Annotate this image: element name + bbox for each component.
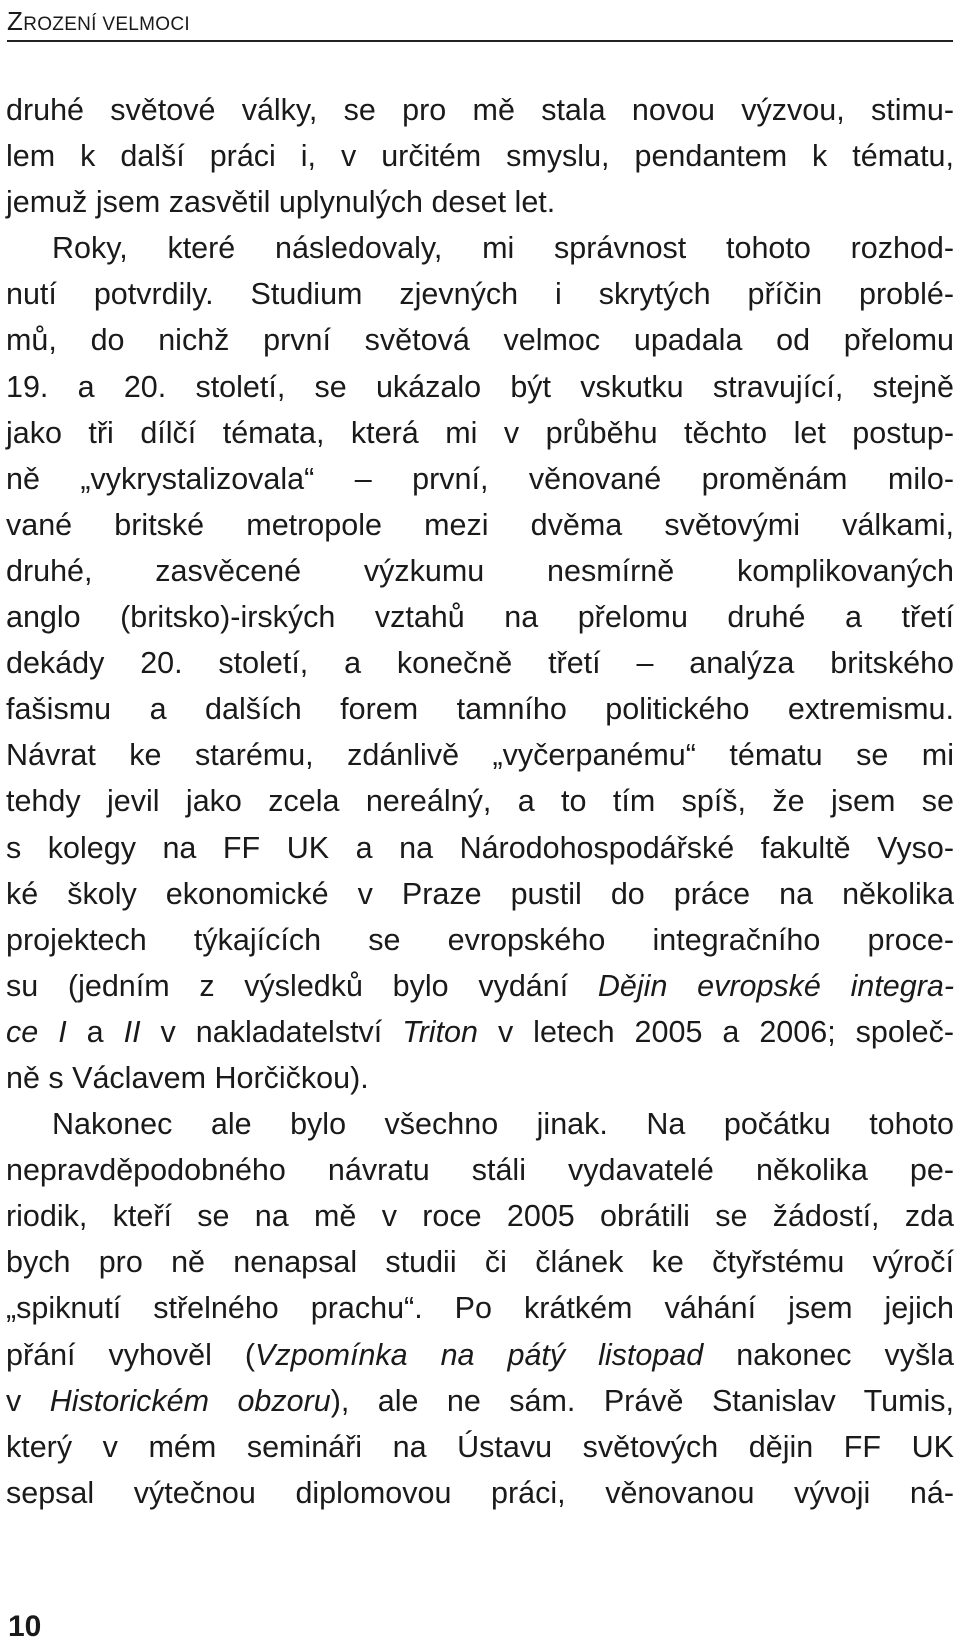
text-run: nakonec vyšla bbox=[703, 1337, 954, 1372]
article-title: Vzpomínka na pátý listopad bbox=[255, 1337, 704, 1372]
text-line: jako tři dílčí témata, která mi v průběhu těchto let postup- bbox=[6, 415, 954, 450]
body-text bbox=[6, 87, 954, 1516]
text-line bbox=[6, 1378, 954, 1424]
book-title: Dějin evropské integra- bbox=[597, 968, 954, 1003]
text-line: s kolegy na FF UK a na Národohospodářské fakultě Vyso- bbox=[6, 830, 954, 865]
text-run: v nakladatelství bbox=[140, 1014, 403, 1049]
text-line: sepsal výtečnou diplomovou práci, věnovanou vývoji ná- bbox=[6, 1475, 954, 1510]
text-line: druhé světové války, se pro mě stala novou výzvou, stimu- bbox=[6, 93, 954, 127]
text-line: Nakonec ale bylo všechno jinak. Na počátku tohoto bbox=[52, 1107, 954, 1142]
text-line: 19. a 20. století, se ukázalo být vskutku stravující, stejně bbox=[6, 369, 954, 404]
text-line: ně „vykrystalizovala“ – první, věnované proměnám milo- bbox=[6, 461, 954, 496]
journal-title: Historickém obzoru bbox=[49, 1383, 331, 1418]
text-line: fašismu a dalších forem tamního politického extremismu. bbox=[6, 692, 954, 727]
text-line bbox=[6, 963, 954, 1009]
text-line: Roky, které následovaly, mi správnost tohoto rozhod- bbox=[52, 231, 954, 266]
text-run: přání vyhověl ( bbox=[6, 1337, 256, 1372]
header-rule bbox=[7, 40, 953, 42]
text-line: mů, do nichž první světová velmoc upadala od přelomu bbox=[6, 323, 954, 358]
text-line: „spiknutí střelného prachu“. Po krátkém váhání jsem jejich bbox=[6, 1291, 954, 1326]
text-run: v bbox=[6, 1383, 50, 1418]
text-line: riodik, kteří se na mě v roce 2005 obrátili se žádostí, zda bbox=[6, 1199, 954, 1234]
text-line bbox=[6, 1332, 954, 1378]
running-head-initial: Z bbox=[7, 6, 24, 36]
text-line: anglo (britsko)-irských vztahů na přelomu druhé a třetí bbox=[6, 600, 954, 635]
running-head bbox=[7, 6, 190, 40]
text-run: su (jedním z výsledků bylo vydání bbox=[6, 968, 598, 1003]
text-line: Návrat ke starému, zdánlivě „vyčerpanému“ tématu se mi bbox=[6, 738, 954, 773]
page-number: 10 bbox=[8, 1610, 42, 1643]
text-run: ), ale ne sám. Právě Stanislav Tumis, bbox=[330, 1383, 954, 1418]
text-line: ké školy ekonomické v Praze pustil do práce na několika bbox=[6, 876, 954, 911]
text-run: a bbox=[66, 1014, 124, 1049]
publisher-name: Triton bbox=[402, 1014, 478, 1049]
running-head-rest: ROZENÍ VELMOCI bbox=[23, 14, 190, 35]
text-line: lem k další práci i, v určitém smyslu, pendantem k tématu, bbox=[6, 139, 954, 174]
text-line: vané britské metropole mezi dvěma světovými válkami, bbox=[6, 507, 954, 542]
text-line: druhé, zasvěcené výzkumu nesmírně komplikovaných bbox=[6, 553, 954, 588]
text-line: tehdy jevil jako zcela nereálný, a to tím spíš, že jsem se bbox=[6, 784, 954, 819]
text-line: ně s Václavem Horčičkou). bbox=[6, 1060, 369, 1095]
text-line bbox=[6, 1009, 954, 1055]
text-line: nepravděpodobného návratu stáli vydavatelé několika pe- bbox=[6, 1153, 954, 1188]
text-run: v letech 2005 a 2006; společ- bbox=[477, 1014, 954, 1049]
text-line: dekády 20. století, a konečně třetí – analýza britského bbox=[6, 646, 954, 681]
book-title: II bbox=[123, 1014, 141, 1049]
text-line: jemuž jsem zasvětil uplynulých deset let. bbox=[6, 185, 556, 220]
book-title: ce I bbox=[6, 1014, 67, 1049]
text-line: nutí potvrdily. Studium zjevných i skrytých příčin problé- bbox=[6, 277, 954, 312]
text-line: projektech týkajících se evropského integračního proce- bbox=[6, 922, 954, 957]
text-line: který v mém semináři na Ústavu světových dějin FF UK bbox=[6, 1429, 954, 1464]
text-line: bych pro ně nenapsal studii či článek ke čtyřstému výročí bbox=[6, 1245, 954, 1280]
